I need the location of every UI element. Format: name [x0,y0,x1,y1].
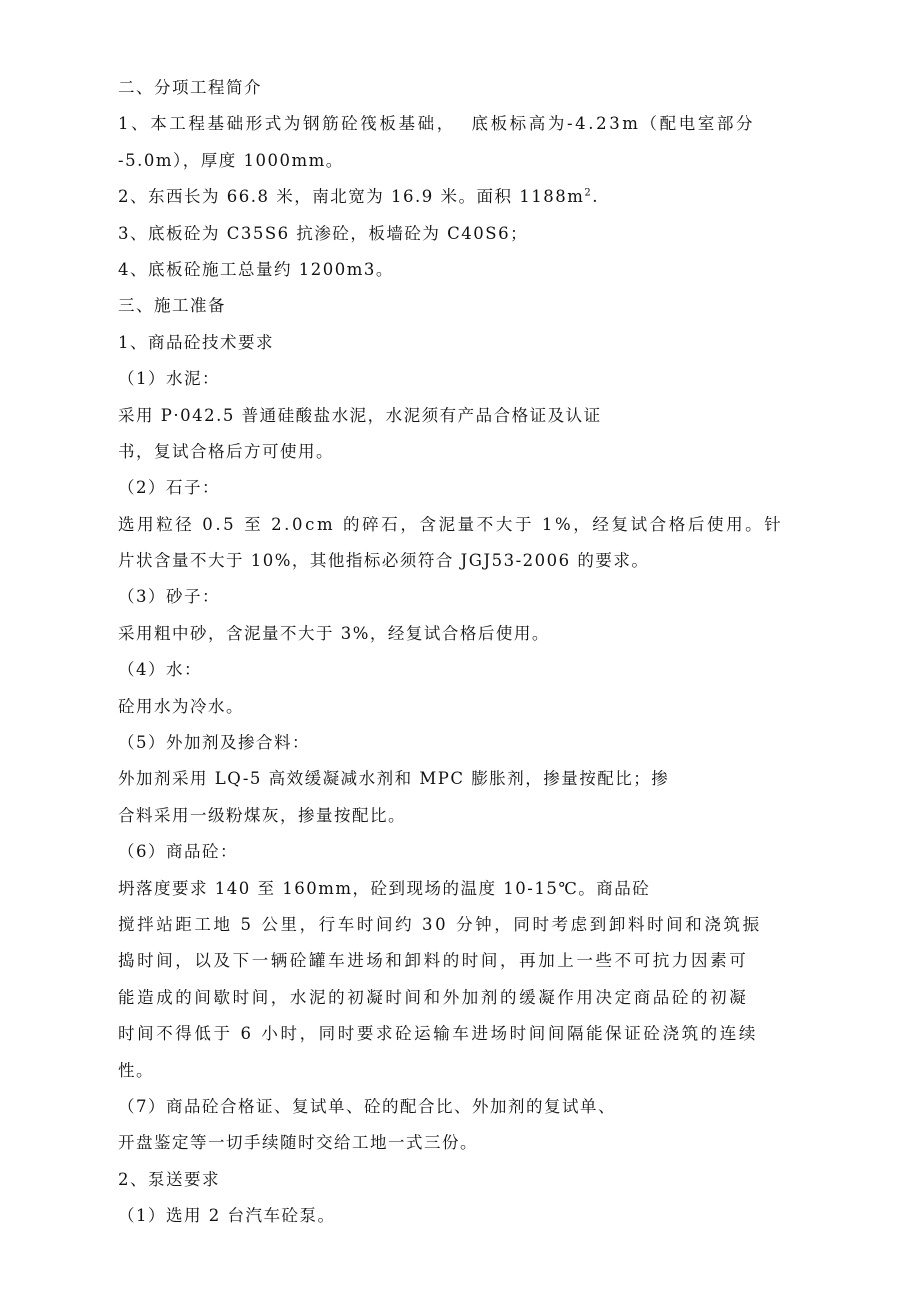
paragraph-line: 坍落度要求 140 至 160mm，砼到现场的温度 10-15℃。商品砼 [118,878,651,898]
paragraph-line: 采用粗中砂，含泥量不大于 3%，经复试合格后使用。 [118,623,550,643]
paragraph-line: 时间不得低于 6 小时，同时要求砼运输车进场时间间隔能保证砼浇筑的连续 [118,1024,758,1044]
item-heading: （7）商品砼合格证、复试单、砼的配合比、外加剂的复试单、 [118,1096,616,1116]
paragraph-line: 合料采用一级粉煤灰，掺量按配比。 [118,805,406,825]
paragraph-line: 选用粒径 0.5 至 2.0cm 的碎石，含泥量不大于 1%，经复试合格后使用。针 [118,514,784,534]
paragraph-line: -5.0m），厚度 1000mm。 [118,150,344,170]
item-heading: （1）选用 2 台汽车砼泵。 [118,1206,336,1226]
item-heading: （4）水： [118,660,202,680]
area-suffix: . [592,187,599,207]
subheading: 2、泵送要求 [118,1169,220,1189]
area-superscript: 2 [584,187,593,199]
subheading: 1、商品砼技术要求 [118,332,274,352]
paragraph-line: 砼用水为冷水。 [118,696,244,716]
paragraph-line: 书，复试合格后方可使用。 [118,441,334,461]
paragraph-line: 1、本工程基础形式为钢筋砼筏板基础， 底板标高为-4.23m（配电室部分 [118,114,756,134]
paragraph-line: 4、底板砼施工总量约 1200m3。 [118,259,394,279]
paragraph-line: 片状含量不大于 10%，其他指标必须符合 JGJ53-2006 的要求。 [118,551,650,571]
paragraph-line: 开盘鉴定等一切手续随时交给工地一式三份。 [118,1133,478,1153]
paragraph-line: 3、底板砼为 C35S6 抗渗砼，板墙砼为 C40S6； [118,223,529,243]
item-heading: （2）石子： [118,478,220,498]
paragraph-line: 外加剂采用 LQ-5 高效缓凝减水剂和 MPC 膨胀剂，掺量按配比；掺 [118,769,670,789]
paragraph-line: 搅拌站距工地 5 公里，行车时间约 30 分钟，同时考虑到卸料时间和浇筑振 [118,914,762,934]
paragraph-line: 性。 [118,1060,154,1080]
document-page [118,70,823,1235]
item-heading: （3）砂子： [118,587,220,607]
item-heading: （5）外加剂及掺合料： [118,733,310,753]
item-heading: （1）水泥： [118,369,220,389]
heading-section-3: 三、施工准备 [118,296,226,316]
paragraph-line: 采用 P·042.5 普通硅酸盐水泥，水泥须有产品合格证及认证 [118,405,602,425]
heading-section-2: 二、分项工程简介 [118,78,262,97]
paragraph-line-area [118,179,823,215]
area-text: 2、东西长为 66.8 米，南北宽为 16.9 米。面积 1188m [118,187,585,207]
item-heading: （6）商品砼： [118,842,238,862]
paragraph-line: 能造成的间歇时间，水泥的初凝时间和外加剂的缓凝作用决定商品砼的初凝 [118,987,749,1007]
paragraph-line: 捣时间，以及下一辆砼罐车进场和卸料的时间，再加上一些不可抗力因素可 [118,951,749,971]
